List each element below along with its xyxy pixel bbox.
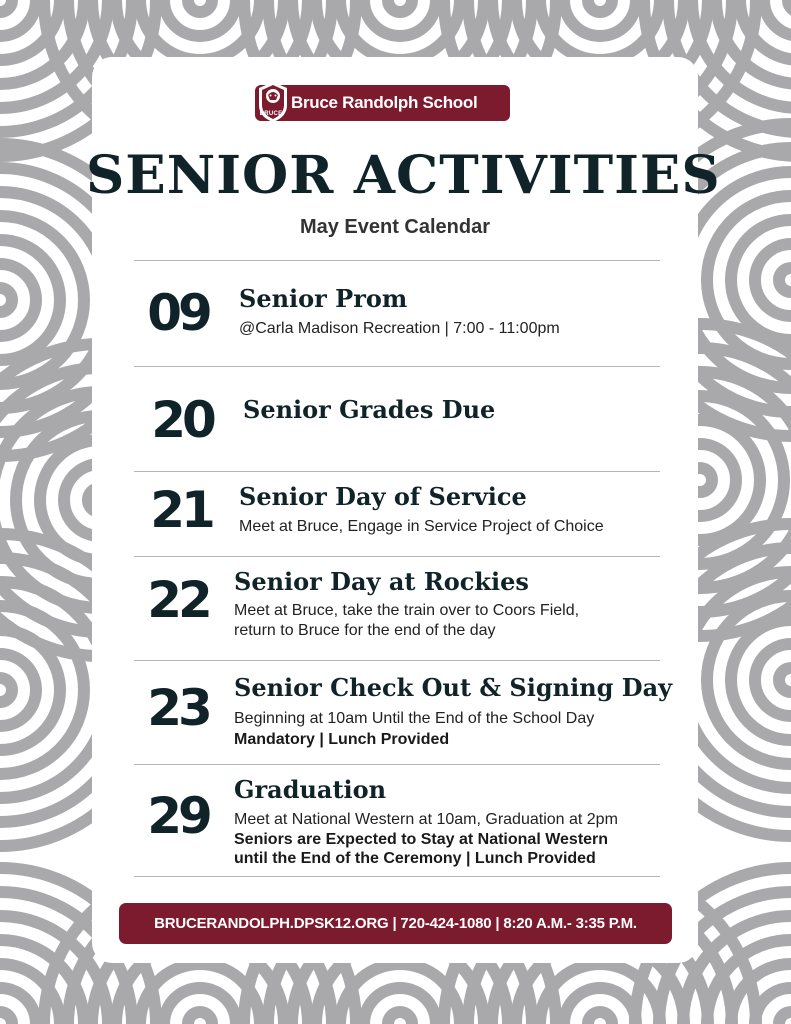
event-detail: @Carla Madison Recreation | 7:00 - 11:00pm [239, 320, 560, 337]
event-title: Senior Day at Rockies [234, 567, 529, 596]
event-detail: Meet at Bruce, Engage in Service Project of Choice [239, 518, 604, 535]
divider [134, 660, 660, 661]
event-note: Seniors are Expected to Stay at National Western [234, 831, 609, 848]
page-subtitle: May Event Calendar [299, 216, 491, 238]
event-detail: Meet at Bruce, take the train over to Coors Field, [234, 602, 580, 619]
divider [134, 556, 660, 557]
event-detail: Beginning at 10am Until the End of the School Day [234, 710, 595, 727]
event-day: 29 [147, 787, 209, 845]
event-day: 22 [147, 571, 209, 629]
event-note: until the End of the Ceremony | Lunch Provided [234, 850, 596, 867]
event-title: Senior Check Out & Signing Day [234, 673, 673, 702]
event-title: Senior Prom [239, 284, 408, 313]
divider [134, 876, 660, 877]
crest-label: BRUCE [259, 111, 283, 117]
divider [134, 764, 660, 765]
event-day: 21 [150, 481, 212, 539]
event-title: Senior Day of Service [239, 482, 527, 511]
event-day: 09 [147, 284, 209, 342]
divider [134, 366, 660, 367]
divider [134, 471, 660, 472]
footer-contact-bar: BRUCERANDOLPH.DPSK12.ORG | 720-424-1080 | 8:20 A.M.- 3:35 P.M. [119, 903, 672, 944]
event-detail: Meet at National Western at 10am, Graduation at 2pm [234, 811, 618, 828]
divider [134, 260, 660, 261]
event-title: Senior Grades Due [243, 395, 496, 424]
event-day: 23 [147, 679, 209, 737]
school-logo-banner [255, 85, 510, 121]
event-title: Graduation [234, 775, 387, 804]
event-note: Mandatory | Lunch Provided [234, 731, 450, 748]
event-day: 20 [151, 391, 213, 449]
event-detail: return to Bruce for the end of the day [234, 622, 496, 639]
school-name: Bruce Randolph School [291, 93, 478, 112]
page-title: SENIOR ACTIVITIES [85, 145, 721, 206]
